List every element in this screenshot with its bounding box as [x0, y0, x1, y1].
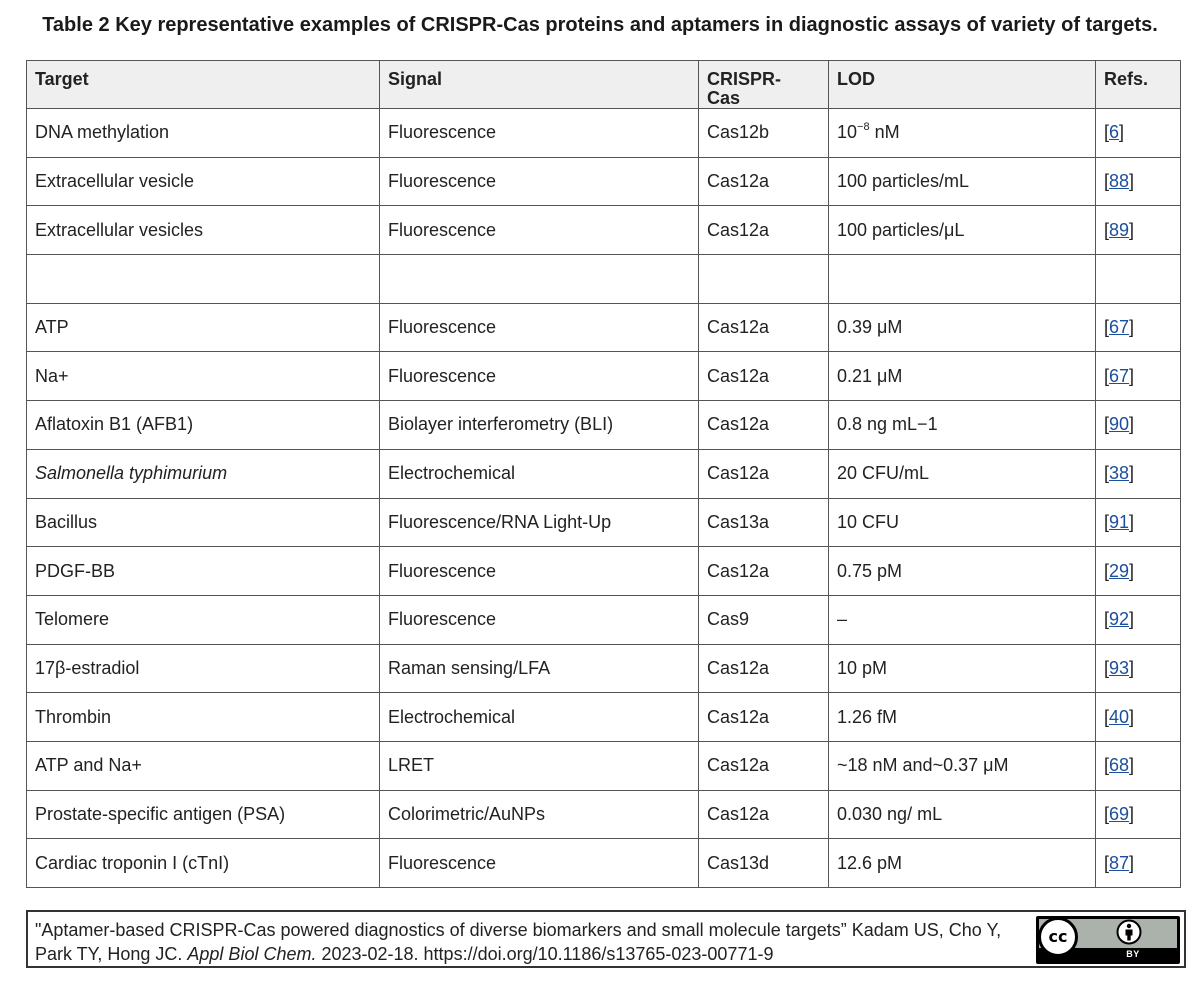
- cell-signal: Fluorescence: [380, 352, 699, 401]
- cell-signal: Colorimetric/AuNPs: [380, 790, 699, 839]
- citation-part1: "Aptamer-based CRISPR-Cas powered diagnostics of diverse biomarkers and small molecule targets” Kadam US, Cho Y, Park TY, Hong JC.: [35, 920, 1002, 964]
- cell-lod: 1.26 fM: [829, 693, 1096, 742]
- header-refs: Refs.: [1096, 61, 1181, 109]
- attribution-person-icon: [1116, 919, 1142, 945]
- cell-ref: [38]: [1096, 449, 1181, 498]
- ref-link[interactable]: 89: [1109, 219, 1130, 240]
- cell-lod: 0.39 μM: [829, 303, 1096, 352]
- ref-link[interactable]: 38: [1109, 463, 1130, 484]
- ref-link[interactable]: 67: [1109, 365, 1130, 386]
- header-target: Target: [27, 61, 380, 109]
- ref-link[interactable]: 68: [1109, 755, 1130, 776]
- cell-lod: 0.8 ng mL−1: [829, 401, 1096, 450]
- cell-cas: Cas12a: [699, 693, 829, 742]
- cell-ref: [40]: [1096, 693, 1181, 742]
- cell-lod: 0.75 pM: [829, 547, 1096, 596]
- cell-target: Salmonella typhimurium: [27, 449, 380, 498]
- table-row: [27, 157, 1181, 206]
- table-title: Table 2 Key representative examples of CRISPR-Cas proteins and aptamers in diagnostic assays of variety of targets.: [42, 14, 1158, 36]
- cc-icon: cc: [1038, 917, 1078, 957]
- ref-link[interactable]: 92: [1109, 609, 1130, 630]
- table-row: [27, 206, 1181, 255]
- cell-lod: ~18 nM and~0.37 μM: [829, 741, 1096, 790]
- cell-target: 17β-estradiol: [27, 644, 380, 693]
- cell-target: PDGF-BB: [27, 547, 380, 596]
- crispr-aptamer-table: [26, 60, 1181, 888]
- citation-box: [26, 910, 1186, 968]
- cell-cas: Cas12a: [699, 644, 829, 693]
- ref-link[interactable]: 6: [1109, 122, 1120, 143]
- header-crispr-line2: Cas: [707, 88, 741, 108]
- table-row: [27, 839, 1181, 888]
- cell-signal: Fluorescence: [380, 206, 699, 255]
- cell-ref: [87]: [1096, 839, 1181, 888]
- cell-signal: Fluorescence: [380, 547, 699, 596]
- cell-cas: Cas12a: [699, 157, 829, 206]
- cell-target: Na+: [27, 352, 380, 401]
- ref-link[interactable]: 90: [1109, 414, 1130, 435]
- cell-cas: Cas12a: [699, 303, 829, 352]
- cell-target: Prostate-specific antigen (PSA): [27, 790, 380, 839]
- cell-signal: Biolayer interferometry (BLI): [380, 401, 699, 450]
- table-row: [27, 401, 1181, 450]
- header-lod: LOD: [829, 61, 1096, 109]
- cell-cas: Cas13d: [699, 839, 829, 888]
- cell-cas: Cas12b: [699, 109, 829, 158]
- cell-signal: Fluorescence: [380, 109, 699, 158]
- cell-ref: [91]: [1096, 498, 1181, 547]
- cell-lod: 12.6 pM: [829, 839, 1096, 888]
- lod-exponent: −8: [857, 121, 870, 134]
- cell-target: Thrombin: [27, 693, 380, 742]
- cell-signal: Fluorescence: [380, 157, 699, 206]
- cell-signal: Electrochemical: [380, 449, 699, 498]
- cell-target: Telomere: [27, 595, 380, 644]
- cell-target: Cardiac troponin I (cTnI): [27, 839, 380, 888]
- cell-ref: [89]: [1096, 206, 1181, 255]
- table-row: [27, 693, 1181, 742]
- cell-signal: LRET: [380, 741, 699, 790]
- cell-cas: Cas12a: [699, 790, 829, 839]
- by-label: BY: [1126, 949, 1140, 959]
- cell-target: Bacillus: [27, 498, 380, 547]
- cell-ref: [93]: [1096, 644, 1181, 693]
- cell-lod: 0.030 ng/ mL: [829, 790, 1096, 839]
- ref-link[interactable]: 88: [1109, 171, 1130, 192]
- table-row: [27, 547, 1181, 596]
- lod-base: 10: [837, 122, 858, 143]
- cell-cas: Cas12a: [699, 547, 829, 596]
- cell-signal: Fluorescence: [380, 839, 699, 888]
- citation-text: [35, 918, 1025, 966]
- ref-link[interactable]: 40: [1109, 706, 1130, 727]
- cell-cas: Cas12a: [699, 352, 829, 401]
- cell-signal: Electrochemical: [380, 693, 699, 742]
- citation-part2: 2023-02-18. https://doi.org/10.1186/s13765-023-00771-9: [316, 944, 774, 964]
- cc-by-license-badge[interactable]: [1036, 916, 1180, 964]
- cell-target: DNA methylation: [27, 109, 380, 158]
- ref-link[interactable]: 87: [1109, 852, 1130, 873]
- cell-target: [27, 255, 380, 304]
- cell-lod: 10 CFU: [829, 498, 1096, 547]
- cell-lod: 100 particles/μL: [829, 206, 1096, 255]
- cell-ref: [67]: [1096, 352, 1181, 401]
- table-row: [27, 449, 1181, 498]
- cell-signal: [380, 255, 699, 304]
- ref-link[interactable]: 91: [1109, 511, 1130, 532]
- table-row: [27, 790, 1181, 839]
- table-row-empty: [27, 255, 1181, 304]
- cell-signal: Fluorescence: [380, 303, 699, 352]
- header-row: [27, 61, 1181, 109]
- table-row: [27, 109, 1181, 158]
- table-row: [27, 352, 1181, 401]
- cell-lod: 100 particles/mL: [829, 157, 1096, 206]
- table-row: [27, 595, 1181, 644]
- cell-lod: –: [829, 595, 1096, 644]
- cell-lod: 10 pM: [829, 644, 1096, 693]
- cell-cas: Cas9: [699, 595, 829, 644]
- cell-ref: [88]: [1096, 157, 1181, 206]
- cell-cas: Cas13a: [699, 498, 829, 547]
- cell-target: ATP and Na+: [27, 741, 380, 790]
- cell-target: ATP: [27, 303, 380, 352]
- lod-unit: nM: [869, 122, 900, 143]
- cell-cas: Cas12a: [699, 401, 829, 450]
- cell-lod: [829, 255, 1096, 304]
- header-crispr-line1: CRISPR-: [707, 69, 782, 89]
- ref-link[interactable]: 29: [1109, 560, 1130, 581]
- table-row: [27, 498, 1181, 547]
- header-crispr-cas: [699, 61, 829, 109]
- ref-link[interactable]: 69: [1109, 803, 1130, 824]
- cell-lod: 20 CFU/mL: [829, 449, 1096, 498]
- cell-signal: Fluorescence/RNA Light-Up: [380, 498, 699, 547]
- cell-ref: [6]: [1096, 109, 1181, 158]
- cell-lod: [829, 109, 1096, 158]
- cell-ref: [29]: [1096, 547, 1181, 596]
- cell-signal: Fluorescence: [380, 595, 699, 644]
- cell-ref: [1096, 255, 1181, 304]
- cell-cas: [699, 255, 829, 304]
- citation-journal: Appl Biol Chem.: [187, 944, 317, 964]
- cell-ref: [90]: [1096, 401, 1181, 450]
- ref-link[interactable]: 67: [1109, 317, 1130, 338]
- cell-ref: [68]: [1096, 741, 1181, 790]
- header-signal: Signal: [380, 61, 699, 109]
- cell-ref: [92]: [1096, 595, 1181, 644]
- cell-ref: [67]: [1096, 303, 1181, 352]
- cell-target: Extracellular vesicle: [27, 157, 380, 206]
- cell-signal: Raman sensing/LFA: [380, 644, 699, 693]
- ref-link[interactable]: 93: [1109, 657, 1130, 678]
- cell-cas: Cas12a: [699, 449, 829, 498]
- cell-lod: 0.21 μM: [829, 352, 1096, 401]
- cell-cas: Cas12a: [699, 206, 829, 255]
- table-row: [27, 741, 1181, 790]
- cell-target: Aflatoxin B1 (AFB1): [27, 401, 380, 450]
- table-row: [27, 644, 1181, 693]
- cell-cas: Cas12a: [699, 741, 829, 790]
- cell-target: Extracellular vesicles: [27, 206, 380, 255]
- cell-ref: [69]: [1096, 790, 1181, 839]
- table-row: [27, 303, 1181, 352]
